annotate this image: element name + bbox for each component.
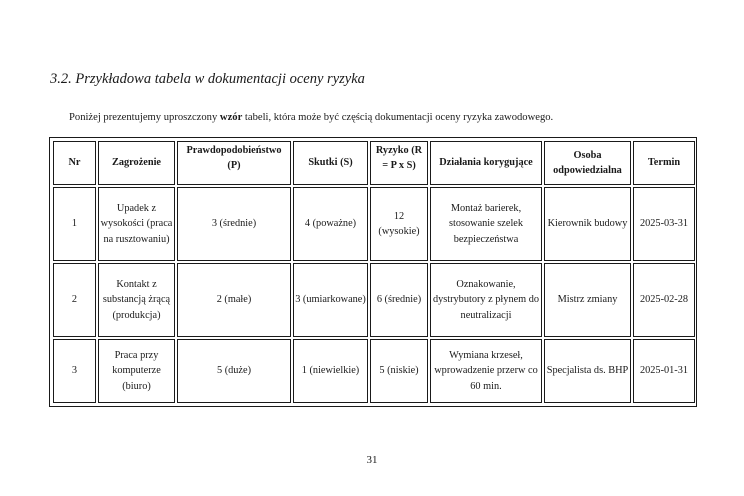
header-prawdopodobienstwo: Prawdopodobieństwo (P) <box>177 141 291 185</box>
cell-ryzyko: 6 (średnie) <box>370 263 428 337</box>
header-zagrozenie: Zagrożenie <box>98 141 175 185</box>
cell-nr: 1 <box>53 187 96 261</box>
cell-dzialania: Oznakowanie, dystrybutory z płynem do neutralizacji <box>430 263 542 337</box>
cell-dzialania: Wymiana krzeseł, wprowadzenie przerw co 60 min. <box>430 339 542 403</box>
cell-nr: 3 <box>53 339 96 403</box>
cell-skutki: 1 (niewielkie) <box>293 339 368 403</box>
table-header-row <box>53 141 695 185</box>
intro-text-after: tabeli, która może być częścią dokumentacji oceny ryzyka zawodowego. <box>242 112 554 123</box>
cell-dzialania: Montaż barierek, stosowanie szelek bezpieczeństwa <box>430 187 542 261</box>
intro-paragraph <box>69 112 553 123</box>
table-row <box>53 187 695 261</box>
cell-termin: 2025-01-31 <box>633 339 695 403</box>
cell-osoba: Kierownik budowy <box>544 187 631 261</box>
cell-skutki: 3 (umiarkowane) <box>293 263 368 337</box>
cell-nr: 2 <box>53 263 96 337</box>
table-row <box>53 263 695 337</box>
cell-prawdopodobienstwo: 5 (duże) <box>177 339 291 403</box>
cell-termin: 2025-02-28 <box>633 263 695 337</box>
cell-zagrozenie: Upadek z wysokości (praca na rusztowaniu) <box>98 187 175 261</box>
section-heading: 3.2. Przykładowa tabela w dokumentacji oceny ryzyka <box>50 71 365 87</box>
page-number: 31 <box>366 454 378 466</box>
cell-termin: 2025-03-31 <box>633 187 695 261</box>
cell-prawdopodobienstwo: 2 (małe) <box>177 263 291 337</box>
cell-skutki: 4 (poważne) <box>293 187 368 261</box>
cell-ryzyko: 5 (niskie) <box>370 339 428 403</box>
table-row <box>53 339 695 403</box>
header-termin: Termin <box>633 141 695 185</box>
intro-text-bold: wzór <box>219 112 243 123</box>
cell-osoba: Specjalista ds. BHP <box>544 339 631 403</box>
header-dzialania: Działania korygujące <box>430 141 542 185</box>
intro-text-before: Poniżej prezentujemy uproszczony <box>69 112 220 123</box>
header-osoba: Osoba odpowiedzialna <box>544 141 631 185</box>
header-skutki: Skutki (S) <box>293 141 368 185</box>
risk-assessment-table <box>51 139 697 405</box>
cell-zagrozenie: Praca przy komputerze (biuro) <box>98 339 175 403</box>
header-ryzyko: Ryzyko (R = P x S) <box>370 141 428 185</box>
header-nr: Nr <box>53 141 96 185</box>
cell-ryzyko: 12 (wysokie) <box>370 187 428 261</box>
cell-zagrozenie: Kontakt z substancją żrącą (produkcja) <box>98 263 175 337</box>
cell-prawdopodobienstwo: 3 (średnie) <box>177 187 291 261</box>
risk-table-frame <box>49 137 697 407</box>
cell-osoba: Mistrz zmiany <box>544 263 631 337</box>
